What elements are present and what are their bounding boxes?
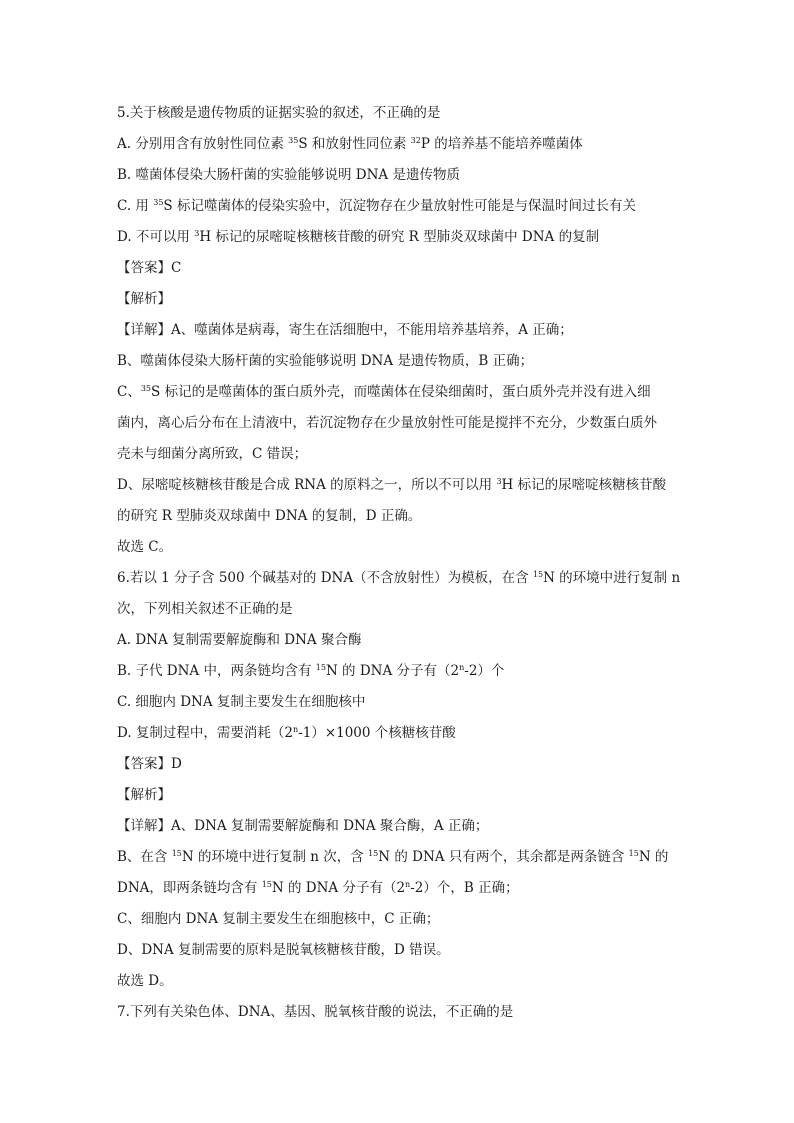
text-segment: S 标记噬菌体的侵染实验中，沉淀物存在少量放射性可能是与保温时间过长有关 [163, 198, 636, 214]
text-segment: N 的 DNA 分子有（2 [325, 663, 460, 679]
superscript-text: n [293, 725, 299, 734]
question-6-stem-continued [117, 599, 687, 619]
text-segment: D、DNA 复制需要的原料是脱氧核糖核苷酸，D 错误。 [117, 942, 450, 958]
question-6-option-c [117, 692, 687, 712]
question-5-stem [117, 103, 687, 123]
text-segment: N 的 DNA 只有两个，其余都是两条链含 [378, 849, 629, 865]
question-5-detail-line [117, 506, 687, 526]
text-segment: B. 噬菌体侵染大肠杆菌的实验能够说明 DNA 是遗传物质 [117, 167, 460, 183]
question-6-option-b [117, 661, 687, 681]
question-5-detail-line [117, 351, 687, 371]
text-segment: H 标记的尿嘧啶核糖核苷酸的研究 R 型肺炎双球菌中 DNA 的复制 [199, 229, 600, 245]
text-segment: 6.若以 1 分子含 500 个碱基对的 DNA（不含放射性）为模板，在含 [117, 570, 533, 586]
question-5-option-d [117, 227, 687, 247]
superscript-text: 15 [171, 849, 182, 858]
text-segment: D、尿嘧啶核糖核苷酸是合成 RNA 的原料之一，所以不可以用 [117, 477, 497, 493]
question-6-stem [117, 568, 687, 588]
superscript-text: 15 [315, 663, 326, 672]
superscript-text: 3 [496, 477, 502, 486]
text-segment: 【解析】 [117, 787, 171, 803]
question-6-analysis-heading [117, 785, 687, 805]
text-segment: 故选 D。 [117, 973, 173, 989]
text-segment: B、在含 [117, 849, 172, 865]
text-segment: B. 子代 DNA 中，两条链均含有 [117, 663, 316, 679]
text-segment: 【解析】 [117, 291, 171, 307]
question-6-option-a [117, 630, 687, 650]
question-5-answer [117, 258, 687, 278]
text-segment: 故选 C。 [117, 539, 173, 555]
text-segment: -2）个，B 正确； [410, 880, 519, 896]
superscript-text: 15 [261, 880, 272, 889]
text-segment: 壳未与细菌分离所致，C 错误； [117, 446, 308, 462]
superscript-text: 35 [140, 384, 152, 393]
question-5-option-b [117, 165, 687, 185]
question-7-stem [117, 1002, 687, 1022]
superscript-text: n [405, 880, 411, 889]
text-segment: A. DNA 复制需要解旋酶和 DNA 聚合酶 [117, 632, 362, 648]
question-5-detail-line [117, 320, 687, 340]
text-segment: A. 分别用含有放射性同位素 [117, 136, 289, 152]
superscript-text: 32 [410, 136, 421, 145]
question-5-conclusion [117, 537, 687, 557]
text-segment: D. 复制过程中，需要消耗（2 [117, 725, 294, 741]
question-6-answer [117, 754, 687, 774]
superscript-text: 35 [153, 198, 164, 207]
text-segment: B、噬菌体侵染大肠杆菌的实验能够说明 DNA 是遗传物质，B 正确； [117, 353, 534, 369]
question-6-detail-line [117, 909, 687, 929]
text-segment: C、细胞内 DNA 复制主要发生在细胞核中，C 正确； [117, 911, 440, 927]
text-segment: -1）×1000 个核糖核苷酸 [298, 725, 456, 741]
question-5-detail-line [117, 413, 687, 433]
question-5-detail-line [117, 475, 687, 495]
text-segment: N 的 DNA 分子有（2 [271, 880, 406, 896]
question-6-detail-line [117, 816, 687, 836]
question-6-conclusion [117, 971, 687, 991]
text-segment: D. 不可以用 [117, 229, 195, 245]
text-segment: N 的环境中进行复制 n 次，含 [181, 849, 369, 865]
text-segment: S 和放射性同位素 [298, 136, 411, 152]
text-segment: P 的培养基不能培养噬菌体 [420, 136, 583, 152]
question-5-option-a [117, 134, 687, 154]
question-5-option-c [117, 196, 687, 216]
text-segment: 【答案】C [117, 260, 182, 276]
superscript-text: 15 [628, 849, 639, 858]
superscript-text: 15 [368, 849, 379, 858]
question-6-detail-line [117, 847, 687, 867]
question-6-detail-line [117, 940, 687, 960]
superscript-text: n [459, 663, 465, 672]
text-segment: C. 细胞内 DNA 复制主要发生在细胞核中 [117, 694, 366, 710]
text-segment: 7.下列有关染色体、DNA、基因、脱氧核苷酸的说法，不正确的是 [117, 1004, 514, 1020]
text-segment: S 标记的是噬菌体的蛋白质外壳，而噬菌体在侵染细菌时，蛋白质外壳并没有进入细 [151, 384, 651, 400]
question-5-detail-line [117, 382, 687, 402]
text-segment: 次，下列相关叙述不正确的是 [117, 601, 293, 617]
text-segment: DNA，即两条链均含有 [117, 880, 262, 896]
text-segment: N 的 [638, 849, 669, 865]
question-6-detail-line [117, 878, 687, 898]
text-segment: 的研究 R 型肺炎双球菌中 DNA 的复制，D 正确。 [117, 508, 422, 524]
text-segment: 5.关于核酸是遗传物质的证据实验的叙述，不正确的是 [117, 105, 441, 121]
text-segment: -2）个 [464, 663, 505, 679]
text-segment: C. 用 [117, 198, 154, 214]
question-5-detail-line [117, 444, 687, 464]
question-6-option-d [117, 723, 687, 743]
question-5-analysis-heading [117, 289, 687, 309]
superscript-text: 15 [532, 570, 544, 579]
text-segment: 【详解】A、DNA 复制需要解旋酶和 DNA 聚合酶，A 正确； [117, 818, 489, 834]
text-segment: 【详解】A、噬菌体是病毒，寄生在活细胞中，不能用培养基培养，A 正确； [117, 322, 573, 338]
text-segment: N 的环境中进行复制 n [543, 570, 681, 586]
text-segment: 【答案】D [117, 756, 182, 772]
superscript-text: 35 [288, 136, 299, 145]
text-segment: 菌内，离心后分布在上清液中，若沉淀物存在少量放射性可能是搅拌不充分，少数蛋白质外 [117, 415, 657, 431]
text-segment: H 标记的尿嘧啶核糖核苷酸 [501, 477, 667, 493]
superscript-text: 3 [194, 229, 200, 238]
text-segment: C、 [117, 384, 141, 400]
